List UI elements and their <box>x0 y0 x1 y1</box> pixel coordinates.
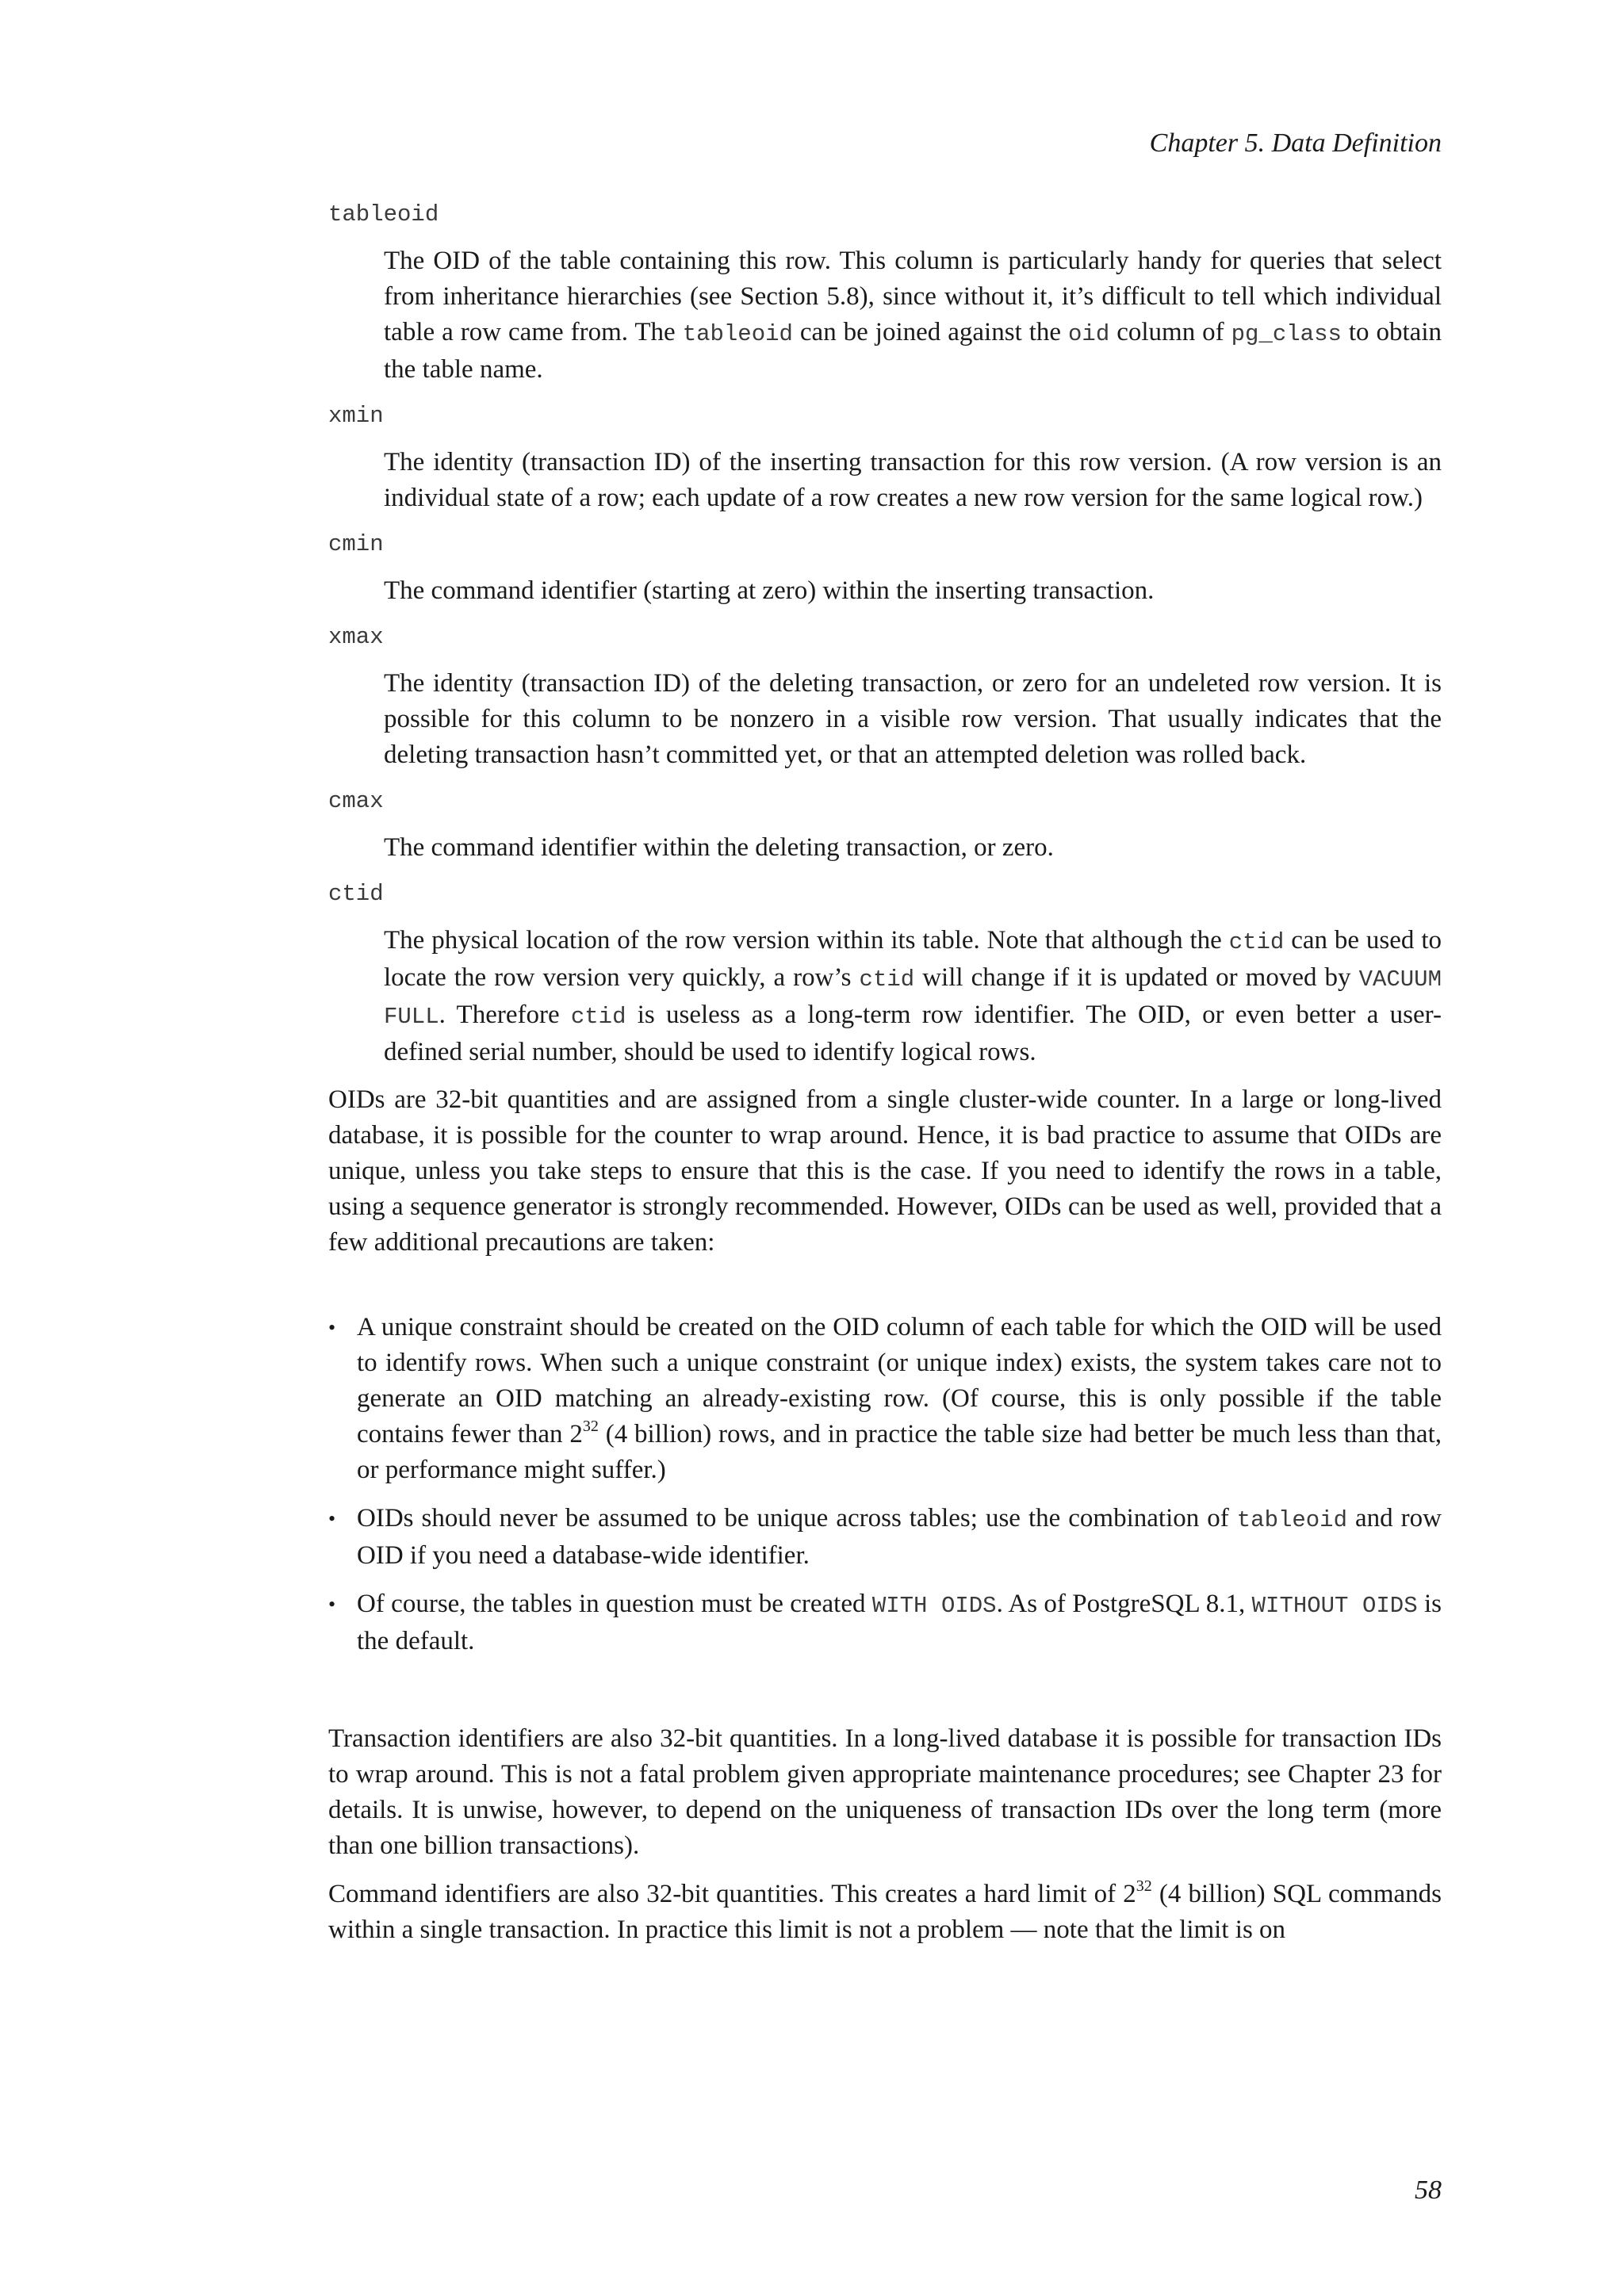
code-tableoid: tableoid <box>1236 1507 1347 1533</box>
definition-ctid <box>384 923 1442 1070</box>
term-xmin: xmin <box>328 403 384 429</box>
code-ctid: ctid <box>859 966 915 993</box>
definition-xmin: The identity (transaction ID) of the inserting transaction for this row version. (A row version is an individual state of a row; each update of a row creates a new row version for the same logical row.) <box>384 448 1442 512</box>
page-content <box>328 198 1442 1961</box>
definition-cmin: The command identifier (starting at zero) within the inserting transaction. <box>384 576 1155 605</box>
list-item <box>328 1586 1442 1659</box>
bullet-icon: • <box>328 1316 336 1339</box>
text: and row OID if you need a database-wide identifier. <box>357 1504 1442 1570</box>
transaction-ids-paragraph: Transaction identifiers are also 32-bit quantities. In a long-lived database it is possible for transaction IDs to wrap around. This is not a fatal problem given appropriate maintenance procedures; see Chapter 23 for details. It is unwise, however, to depend on the uniqueness of transaction IDs over the long term (more than one billion transactions). <box>328 1724 1442 1860</box>
superscript: 32 <box>582 1418 599 1435</box>
text: The OID of the table containing this row. This column is particularly handy for queries that select from inheritance hierarchies (see Section 5.8), since without it, it’s difficult to tell which individual table a row came from. The <box>384 247 1442 346</box>
bullet-icon: • <box>328 1593 336 1616</box>
term-ctid: ctid <box>328 881 384 907</box>
term-tableoid: tableoid <box>328 201 439 228</box>
command-ids-paragraph <box>328 1877 1442 1948</box>
definition-cmax: The command identifier within the deleting transaction, or zero. <box>384 833 1054 862</box>
text: column of <box>1109 318 1231 346</box>
text: (4 billion) rows, and in practice the table size had better be much less than that, or performance might suffer.) <box>357 1420 1442 1484</box>
list-item <box>328 1310 1442 1488</box>
text: OIDs should never be assumed to be unique across tables; use the combination of <box>357 1504 1237 1533</box>
text: can be used to locate the row version very quickly, a row’s <box>384 926 1442 992</box>
code-oid: oid <box>1068 321 1110 347</box>
running-header: Chapter 5. Data Definition <box>1149 128 1442 158</box>
term-xmax: xmax <box>328 624 384 650</box>
system-columns-list <box>328 198 1442 1070</box>
code-ctid: ctid <box>570 1004 626 1030</box>
bullet-icon: • <box>328 1507 336 1530</box>
page-number: 58 <box>1415 2175 1442 2205</box>
definition-tableoid <box>384 243 1442 388</box>
term-cmax: cmax <box>328 788 384 814</box>
code-without-oids: WITHOUT OIDS <box>1251 1593 1418 1619</box>
code-ctid: ctid <box>1228 929 1285 955</box>
text: will change if it is updated or moved by <box>914 963 1359 992</box>
precautions-list <box>328 1310 1442 1659</box>
oids-paragraph: OIDs are 32-bit quantities and are assigned from a single cluster-wide counter. In a large or long-lived database, it is possible for the counter to wrap around. Hence, it is bad practice to assume that OIDs are unique, unless you take steps to ensure that this is the case. If you need to identify the rows in a table, using a sequence generator is strongly recommended. However, OIDs can be used as well, provided that a few additional precautions are taken: <box>328 1085 1442 1257</box>
document-page <box>328 0 1442 2296</box>
text: is the default. <box>357 1590 1442 1655</box>
code-with-oids: WITH OIDS <box>871 1593 997 1619</box>
text: to obtain the table name. <box>384 318 1442 384</box>
text: Of course, the tables in question must be created <box>357 1590 872 1618</box>
text: (4 billion) SQL commands within a single transaction. In practice this limit is not a problem — note that the limit is on <box>328 1880 1442 1944</box>
text: is useless as a long-term row identifier. The OID, or even better a user-defined serial number, should be used to identify logical rows. <box>384 1001 1442 1066</box>
text: . Therefore <box>439 1001 571 1029</box>
term-cmin: cmin <box>328 531 384 557</box>
text: The physical location of the row version within its table. Note that although the <box>384 926 1229 955</box>
text: A unique constraint should be created on the OID column of each table for which the OID will be used to identify rows. When such a unique constraint (or unique index) exists, the system takes care not to generate an OID matching an already-existing row. (Of course, this is only possible if the table contains fewer than 2 <box>357 1313 1442 1448</box>
definition-xmax: The identity (transaction ID) of the deleting transaction, or zero for an undeleted row version. It is possible for this column to be nonzero in a visible row version. That usually indicates that the deleting transaction hasn’t committed yet, or that an attempted deletion was rolled back. <box>384 669 1442 769</box>
code-vacuum-full: VACUUM FULL <box>384 966 1442 1030</box>
superscript: 32 <box>1136 1877 1152 1895</box>
code-tableoid: tableoid <box>682 321 793 347</box>
text: . As of PostgreSQL 8.1, <box>996 1590 1252 1618</box>
list-item <box>328 1501 1442 1574</box>
text: can be joined against the <box>792 318 1069 346</box>
code-pg-class: pg_class <box>1231 321 1342 347</box>
text: Command identifiers are also 32-bit quantities. This creates a hard limit of 2 <box>328 1880 1136 1908</box>
